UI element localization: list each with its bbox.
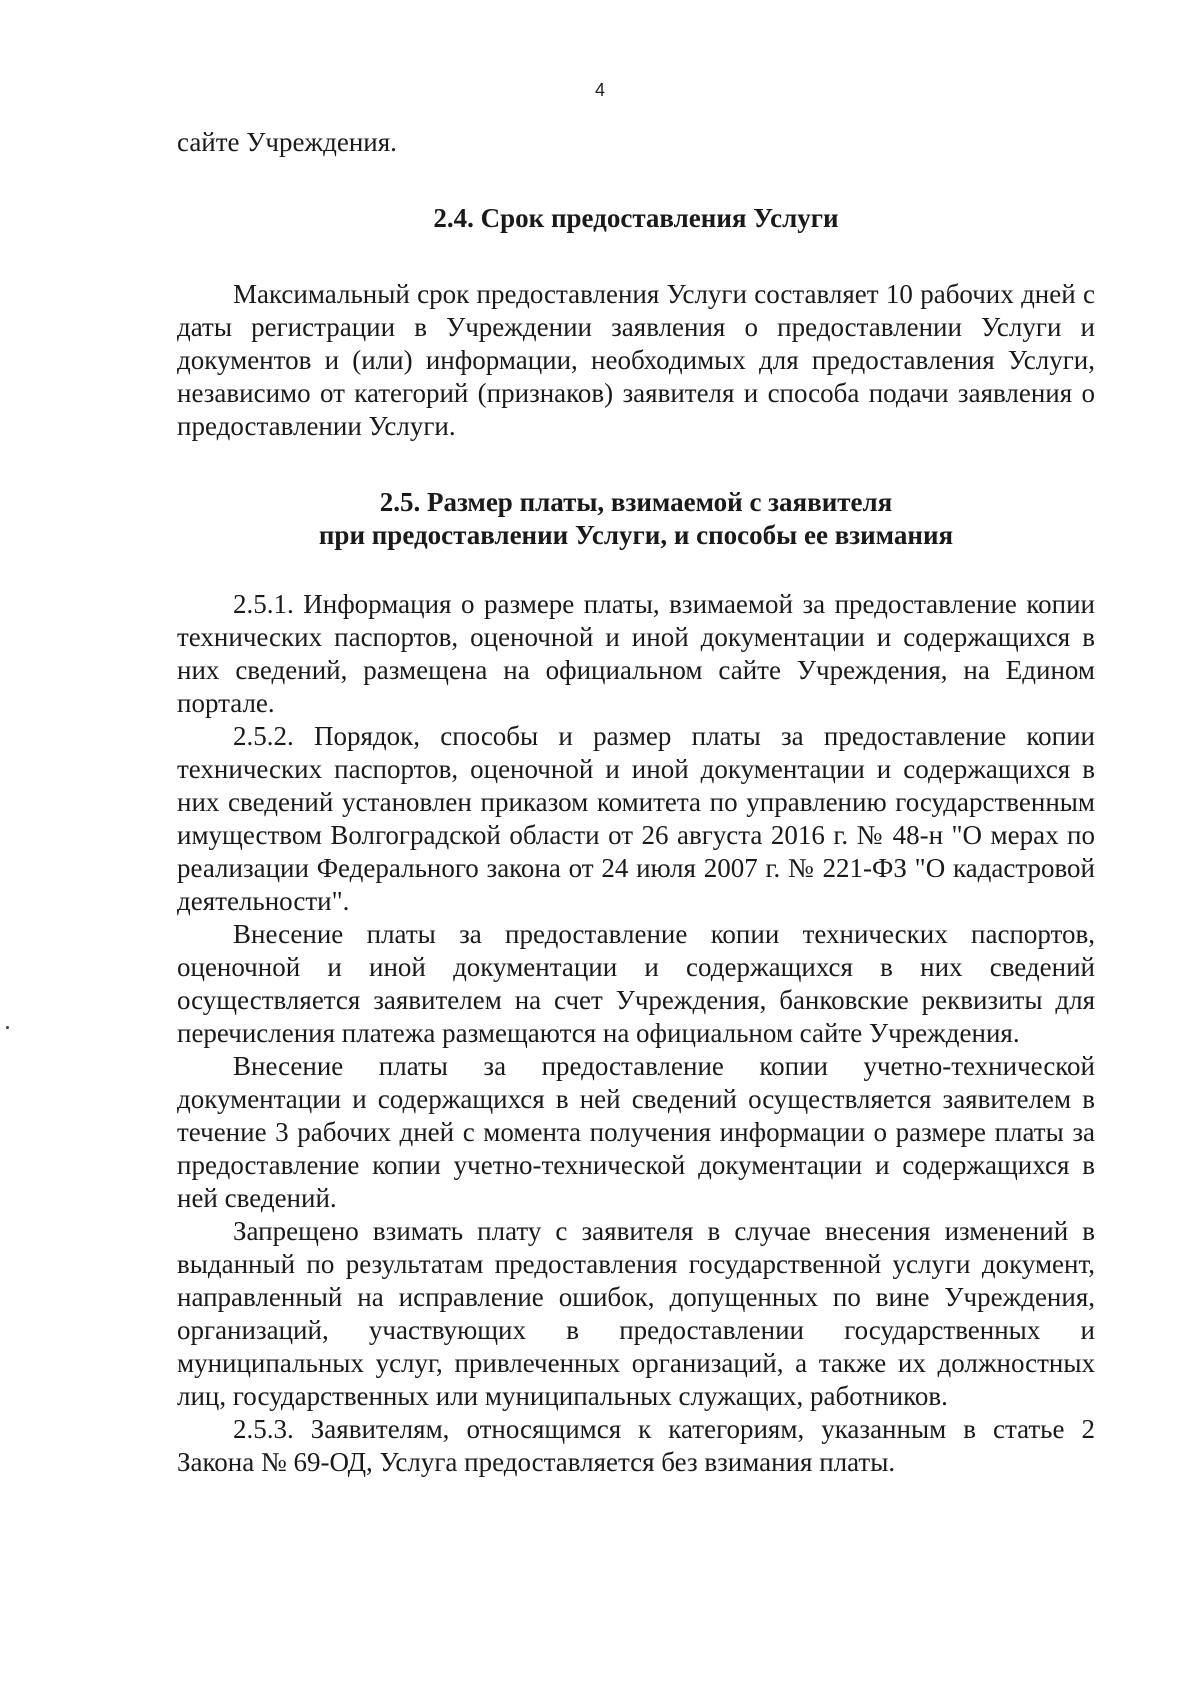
scan-artifact: [6, 1026, 9, 1029]
paragraph-payment-account: Внесение платы за предоставление копии технических паспортов, оценочной и иной документации и содержащихся в них сведений осуществляется заявителем на счет Учреждения, банковские реквизиты для перечисления платежа размещаются на официальном сайте Учреждения.: [177, 919, 1095, 1048]
section-2-4-paragraph: Максимальный срок предоставления Услуги составляет 10 рабочих дней с даты регистрации в Учреждении заявления о предоставлении Услуги и документов и (или) информации, необходимых для предоставления Услуги, независимо от категорий (признаков) заявителя и способа подачи заявления о предоставлении Услуги.: [177, 279, 1095, 441]
paragraph-2-5-2: 2.5.2. Порядок, способы и размер платы за предоставление копии технических паспортов, оценочной и иной документации и содержащихся в них сведений установлен приказом комитета по управлению государственным имуществом Волгоградской области от 26 августа 2016 г. № 48-н "О мерах по реализации Федерального закона от 24 июля 2007 г. № 221-ФЗ "О кадастровой деятельности".: [177, 721, 1095, 916]
document-body: [177, 126, 1095, 1479]
section-2-5-heading-line2: при предоставлении Услуги, и способы ее взимания: [318, 520, 954, 550]
paragraph-payment-deadline: Внесение платы за предоставление копии учетно-технической документации и содержащихся в ней сведений осуществляется заявителем в течение 3 рабочих дней с момента получения информации о размере платы за предоставление копии учетно-технической документации и содержащихся в ней сведений.: [177, 1051, 1095, 1213]
section-2-4-heading: 2.4. Срок предоставления Услуги: [433, 203, 839, 233]
paragraph-2-5-1: 2.5.1. Информация о размере платы, взимаемой за предоставление копии технических паспортов, оценочной и иной документации и содержащихся в них сведений, размещена на официальном сайте Учреждения, на Едином портале.: [177, 589, 1095, 718]
paragraph-2-5-3: 2.5.3. Заявителям, относящимся к категориям, указанным в статье 2 Закона № 69-ОД, Услуга предоставляется без взимания платы.: [177, 1414, 1095, 1477]
paragraph-fee-prohibition: Запрещено взимать плату с заявителя в случае внесения изменений в выданный по результатам предоставления государственной услуги документ, направленный на исправление ошибок, допущенных по вине Учреждения, организаций, участвующих в предоставлении государственных и муниципальных услуг, привлеченных организаций, а также их должностных лиц, государственных или муниципальных служащих, работников.: [177, 1216, 1095, 1411]
section-2-5-heading-line1: 2.5. Размер платы, взимаемой с заявителя: [379, 487, 893, 517]
lead-text: сайте Учреждения.: [177, 127, 397, 157]
page-number: 4: [594, 80, 605, 100]
